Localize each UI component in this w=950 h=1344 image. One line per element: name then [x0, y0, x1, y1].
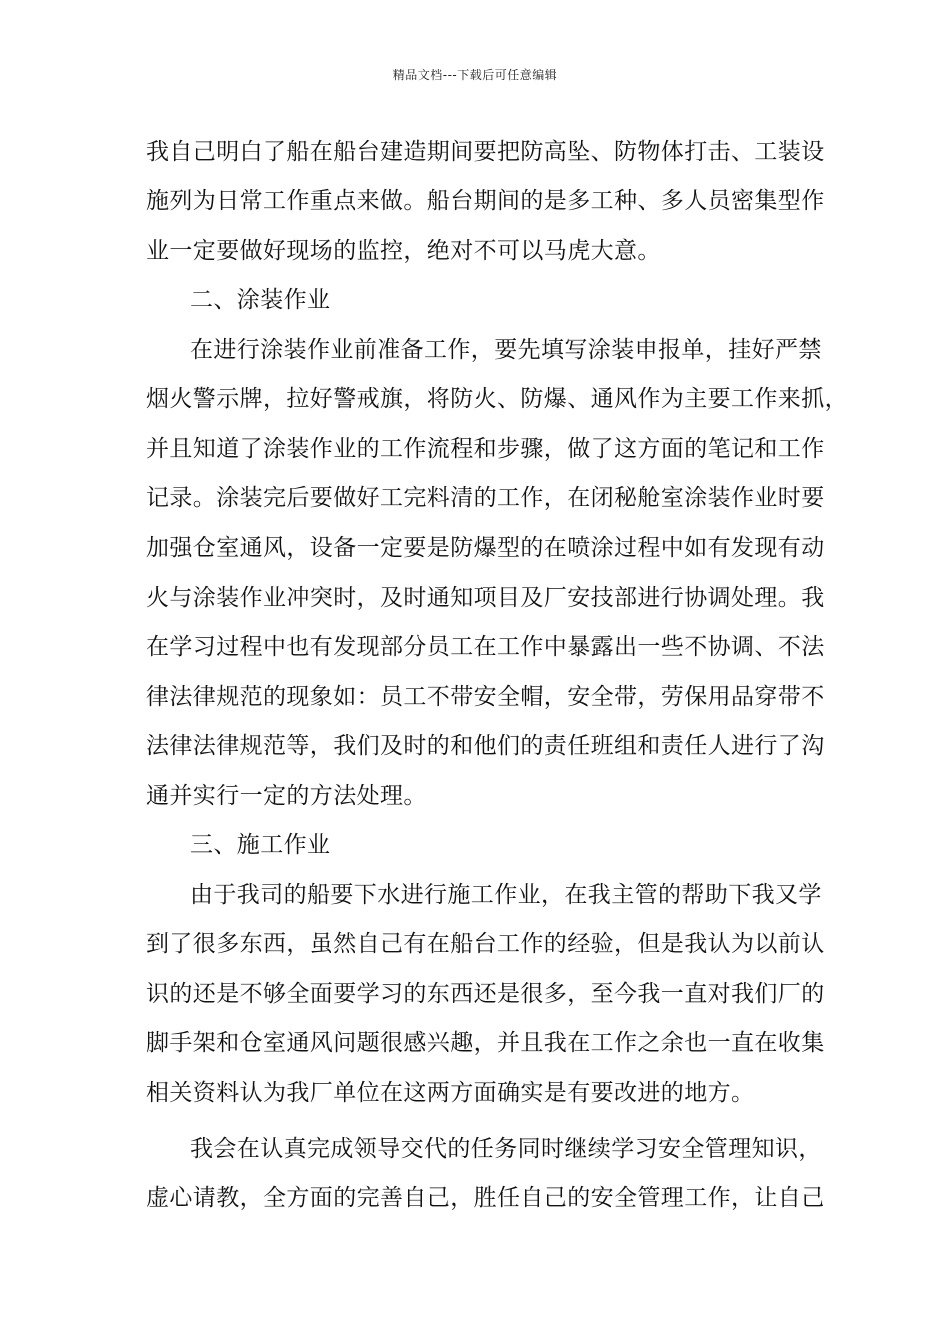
section-heading: 二、涂装作业: [190, 287, 331, 313]
text-line: 我会在认真完成领导交代的任务同时继续学习安全管理知识，: [190, 1136, 822, 1162]
text-line: 施列为日常工作重点来做。船台期间的是多工种、多人员密集型作: [146, 188, 825, 214]
text-line: 在学习过程中也有发现部分员工在工作中暴露出一些不协调、不法: [146, 634, 825, 660]
text-line: 记录。涂装完后要做好工完料清的工作，在闭秘舱室涂装作业时要: [146, 485, 825, 511]
text-line: 相关资料认为我厂单位在这两方面确实是有要改进的地方。: [146, 1080, 755, 1106]
text-line: 在进行涂装作业前准备工作，要先填写涂装申报单，挂好严禁: [190, 337, 822, 363]
text-line: 到了很多东西，虽然自己有在船台工作的经验，但是我认为以前认: [146, 931, 825, 957]
text-line: 虚心请教，全方面的完善自己，胜任自己的安全管理工作，让自己: [146, 1185, 825, 1211]
text-line: 业一定要做好现场的监控，绝对不可以马虎大意。: [146, 238, 661, 264]
text-line: 我自己明白了船在船台建造期间要把防高坠、防物体打击、工装设: [146, 139, 825, 165]
text-line: 火与涂装作业冲突时，及时通知项目及厂安技部进行协调处理。我: [146, 585, 825, 611]
page-header: 精品文档---下载后可任意编辑: [392, 68, 558, 82]
text-line: 通并实行一定的方法处理。: [146, 783, 427, 809]
text-line: 烟火警示牌，拉好警戒旗，将防火、防爆、通风作为主要工作来抓，: [146, 386, 848, 412]
text-line: 法律法律规范等，我们及时的和他们的责任班组和责任人进行了沟: [146, 733, 825, 759]
section-heading: 三、施工作业: [190, 832, 331, 858]
text-line: 识的还是不够全面要学习的东西还是很多，至今我一直对我们厂的: [146, 981, 825, 1007]
text-line: 并且知道了涂装作业的工作流程和步骤，做了这方面的笔记和工作: [146, 436, 825, 462]
text-line: 律法律规范的现象如：员工不带安全帽，安全带，劳保用品穿带不: [146, 684, 825, 710]
text-line: 加强仓室通风，设备一定要是防爆型的在喷涂过程中如有发现有动: [146, 535, 825, 561]
text-line: 脚手架和仓室通风问题很感兴趣，并且我在工作之余也一直在收集: [146, 1030, 825, 1056]
text-line: 由于我司的船要下水进行施工作业，在我主管的帮助下我又学: [190, 882, 822, 908]
